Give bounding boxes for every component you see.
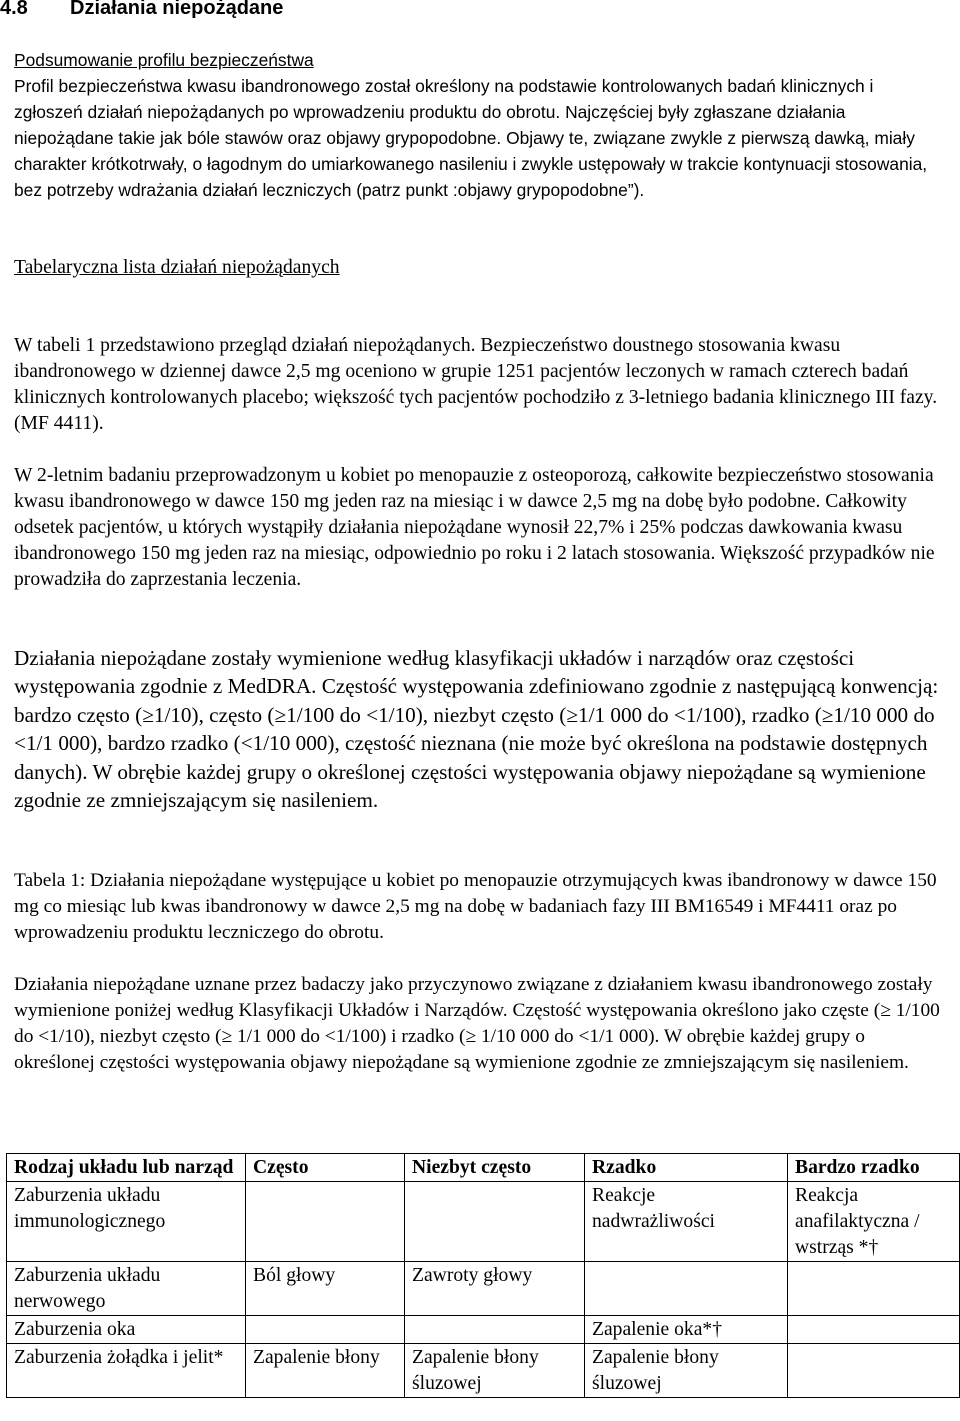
table-cell: Zapalenie oka*† — [585, 1316, 788, 1344]
header-cell-very-rare: Bardzo rzadko — [788, 1154, 960, 1182]
table-cell: Zaburzenia oka — [7, 1316, 246, 1344]
table-row — [7, 1344, 960, 1398]
table-row — [7, 1316, 960, 1344]
meddra-paragraph: Działania niepożądane zostały wymienione według klasyfikacji układów i narządów oraz częstości występowania zgodnie z MedDRA. Częstość występowania zdefiniowano zgodnie z następującą konwencją: bardzo często (≥1/10), często (≥1/100 do <1/10), niezbyt często (≥1/1 000 do <1/100), rzadko (≥1/10 000 do <1/1 000), bardzo rzadko (<1/10 000), częstość nieznana (nie może być określona na podstawie dostępnych danych). W obrębie każdej grupy o określonej częstości występowania objawy niepożądane są wymienione zgodnie ze zmniejszającym się nasileniem. — [14, 646, 939, 813]
header-cell-common: Często — [246, 1154, 405, 1182]
header-cell-uncommon: Niezbyt często — [405, 1154, 585, 1182]
tabular-heading: Tabelaryczna lista działań niepożądanych — [14, 257, 340, 278]
table-cell — [788, 1344, 960, 1398]
tabular-paragraph-1: W tabeli 1 przedstawiono przegląd działań niepożądanych. Bezpieczeństwo doustnego stosowania kwasu ibandronowego w dziennej dawce 2,5 mg oceniono w grupie 1251 pacjentów leczonych w ramach czterech badań klinicznych kontrolowanych placebo; większość tych pacjentów pochodziło z 3-letniego badania klinicznego III fazy. (MF 4411). — [14, 335, 938, 434]
table-cell: Zaburzenia żołądka i jelit* — [7, 1344, 246, 1398]
table-cell: Reakcja anafilaktyczna / wstrząs *† — [788, 1182, 960, 1262]
table-cell: Ból głowy — [246, 1262, 405, 1316]
table-row — [7, 1182, 960, 1262]
summary-heading: Podsumowanie profilu bezpieczeństwa — [14, 50, 314, 70]
table-cell: Zapalenie błony śluzowej — [405, 1344, 585, 1398]
header-cell-system: Rodzaj układu lub narząd — [7, 1154, 246, 1182]
table-cell: Reakcje nadwrażliwości — [585, 1182, 788, 1262]
section-title: Działania niepożądane — [70, 0, 284, 19]
adverse-events-table — [6, 1153, 960, 1398]
header-cell-rare: Rzadko — [585, 1154, 788, 1182]
table-cell — [788, 1316, 960, 1344]
table-cell — [246, 1316, 405, 1344]
table-cell: Zaburzenia układu immunologicznego — [7, 1182, 246, 1262]
section-number: 4.8 — [0, 0, 28, 19]
table-cell — [788, 1262, 960, 1316]
tabular-paragraph-2: W 2-letnim badaniu przeprowadzonym u kobiet po menopauzie z osteoporozą, całkowite bezpieczeństwo stosowania kwasu ibandronowego w dawce 150 mg jeden raz na miesiąc i w dawce 2,5 mg na dobę było podobne. Całkowity odsetek pacjentów, u których wystąpiły działania niepożądane wynosił 22,7% i 25% podczas dawkowania kwasu ibandronowego 150 mg jeden raz na miesiąc, odpowiednio po roku i 2 latach stosowania. Większość przypadków nie prowadziła do zaprzestania leczenia. — [14, 465, 935, 590]
table-cell — [405, 1316, 585, 1344]
table-cell: Zapalenie błony — [246, 1344, 405, 1398]
section-heading — [0, 0, 946, 20]
table-row — [7, 1262, 960, 1316]
table-cell — [405, 1182, 585, 1262]
table-cell — [246, 1182, 405, 1262]
table-cell — [585, 1262, 788, 1316]
table-cell: Zapalenie błony śluzowej — [585, 1344, 788, 1398]
table-caption: Tabela 1: Działania niepożądane występujące u kobiet po menopauzie otrzymujących kwas ibandronowy w dawce 150 mg co miesiąc lub kwas ibandronowy w dawce 2,5 mg na dobę w badaniach fazy III BM16549 i MF4411 oraz po wprowadzeniu produktu leczniczego do obrotu. — [14, 870, 937, 943]
table-cell: Zawroty głowy — [405, 1262, 585, 1316]
summary-paragraph: Profil bezpieczeństwa kwasu ibandronowego został określony na podstawie kontrolowanych badań klinicznych i zgłoszeń działań niepożądanych po wprowadzeniu produktu do obrotu. Najczęściej były zgłaszane działania niepożądane takie jak bóle stawów oraz objawy grypopodobne. Objawy te, związane zwykle z pierwszą dawką, miały charakter krótkotrwały, o łagodnym do umiarkowanego nasileniu i zwykle ustępowały w trakcie kontynuacji stosowania, bez potrzeby wdrażania działań leczniczych (patrz punkt :objawy grypopodobne”). — [14, 76, 928, 200]
tabular-paragraph-4: Działania niepożądane uznane przez badaczy jako przyczynowo związane z działaniem kwasu ibandronowego zostały wymienione poniżej według Klasyfikacji Układów i Narządów. Częstość występowania określono jako częste (≥ 1/100 do <1/10), niezbyt często (≥ 1/1 000 do <1/100) i rzadko (≥ 1/10 000 do <1/1 000). W obrębie każdej grupy o określonej częstości występowania objawy niepożądane są wymienione zgodnie ze zmniejszającym się nasileniem. — [14, 974, 940, 1073]
table-cell: Zaburzenia układu nerwowego — [7, 1262, 246, 1316]
table-header-row — [7, 1154, 960, 1182]
